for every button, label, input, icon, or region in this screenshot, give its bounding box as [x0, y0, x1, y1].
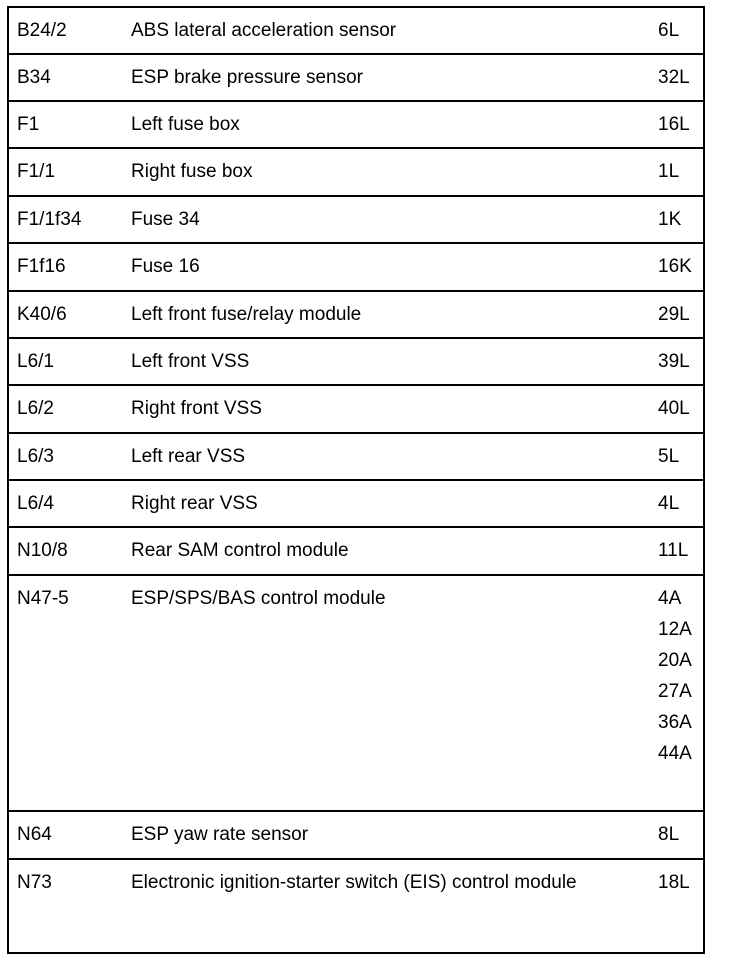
component-description-cell — [131, 7, 586, 54]
component-description: ESP brake pressure sensor — [131, 67, 363, 88]
component-description: Left rear VSS — [131, 446, 246, 467]
grid-location: 5L — [658, 446, 680, 467]
component-code-cell — [8, 575, 131, 811]
component-description: ESP yaw rate sensor — [131, 824, 309, 845]
component-description: Right front VSS — [131, 398, 262, 419]
component-code: L6/3 — [17, 446, 54, 467]
grid-location: 16L — [658, 114, 690, 135]
grid-location-list — [658, 197, 703, 235]
grid-location: 8L — [658, 824, 680, 845]
grid-location-cell — [586, 575, 704, 811]
component-description: ESP/SPS/BAS control module — [131, 588, 386, 609]
component-code-cell — [8, 291, 131, 338]
component-code: L6/2 — [17, 398, 54, 419]
table-row — [8, 859, 704, 953]
component-code: F1/1 — [17, 161, 56, 182]
component-code-cell — [8, 480, 131, 527]
table-row — [8, 7, 704, 54]
grid-location: 40L — [658, 398, 690, 419]
component-description-cell — [131, 196, 586, 243]
component-location-table — [7, 6, 705, 954]
grid-location-list — [658, 481, 703, 519]
component-code-cell — [8, 433, 131, 480]
grid-location: 39L — [658, 351, 690, 372]
grid-location-cell — [586, 148, 704, 196]
grid-location-list — [658, 434, 703, 472]
grid-location-list — [658, 8, 703, 46]
component-description: Right fuse box — [131, 161, 253, 182]
grid-location-list — [658, 576, 703, 769]
component-description-cell — [131, 148, 586, 196]
component-code-cell — [8, 385, 131, 433]
table-row — [8, 385, 704, 433]
grid-location-list — [658, 292, 703, 330]
grid-location: 1L — [658, 161, 680, 182]
component-code-cell — [8, 7, 131, 54]
grid-location-cell — [586, 480, 704, 527]
component-code: B24/2 — [17, 20, 67, 41]
component-code-cell — [8, 148, 131, 196]
component-code: L6/4 — [17, 493, 54, 514]
grid-location-cell — [586, 54, 704, 101]
component-code-cell — [8, 527, 131, 575]
component-description: Left front VSS — [131, 351, 250, 372]
table-row — [8, 243, 704, 291]
grid-location-list — [658, 102, 703, 140]
grid-location-list — [658, 386, 703, 424]
grid-location-cell — [586, 101, 704, 148]
grid-location-cell — [586, 385, 704, 433]
component-code: N47-5 — [17, 588, 69, 609]
component-code: F1/1f34 — [17, 209, 82, 230]
component-code: N73 — [17, 872, 52, 893]
component-code: L6/1 — [17, 351, 54, 372]
grid-location: 6L — [658, 20, 680, 41]
component-description-cell — [131, 101, 586, 148]
component-description-cell — [131, 385, 586, 433]
table-row — [8, 196, 704, 243]
component-description-cell — [131, 54, 586, 101]
grid-location: 1K — [658, 209, 682, 230]
component-code-cell — [8, 196, 131, 243]
component-code: N64 — [17, 824, 52, 845]
grid-location: 27A — [658, 681, 692, 702]
grid-location: 4L — [658, 493, 680, 514]
grid-location: 29L — [658, 304, 690, 325]
component-description: Fuse 34 — [131, 209, 200, 230]
grid-location: 4A — [658, 588, 682, 609]
component-description: Fuse 16 — [131, 256, 200, 277]
component-description-cell — [131, 859, 586, 953]
component-code-cell — [8, 243, 131, 291]
table-row — [8, 291, 704, 338]
grid-location-cell — [586, 7, 704, 54]
component-code-cell — [8, 101, 131, 148]
grid-location: 44A — [658, 743, 692, 764]
grid-location-cell — [586, 196, 704, 243]
grid-location-list — [658, 528, 703, 566]
component-description-cell — [131, 291, 586, 338]
grid-location-cell — [586, 859, 704, 953]
grid-location-cell — [586, 338, 704, 385]
grid-location-list — [658, 55, 703, 93]
grid-location: 32L — [658, 67, 690, 88]
grid-location-list — [658, 860, 703, 898]
component-code: F1 — [17, 114, 40, 135]
table-row — [8, 575, 704, 811]
component-description-cell — [131, 527, 586, 575]
component-code-cell — [8, 859, 131, 953]
component-code: N10/8 — [17, 540, 68, 561]
grid-location: 12A — [658, 619, 692, 640]
table-row — [8, 148, 704, 196]
component-description: Left front fuse/relay module — [131, 304, 362, 325]
grid-location-cell — [586, 527, 704, 575]
table-row — [8, 338, 704, 385]
grid-location-list — [658, 339, 703, 377]
grid-location: 20A — [658, 650, 692, 671]
table-row — [8, 433, 704, 480]
component-description-cell — [131, 338, 586, 385]
grid-location-cell — [586, 811, 704, 859]
table-row — [8, 480, 704, 527]
component-code: K40/6 — [17, 304, 67, 325]
component-description-cell — [131, 433, 586, 480]
grid-location-cell — [586, 243, 704, 291]
component-code-cell — [8, 54, 131, 101]
grid-location-list — [658, 244, 703, 282]
component-description-cell — [131, 811, 586, 859]
grid-location-list — [658, 812, 703, 850]
grid-location: 11L — [658, 540, 689, 561]
table-row — [8, 527, 704, 575]
grid-location: 16K — [658, 256, 692, 277]
component-description: Left fuse box — [131, 114, 240, 135]
table-body — [8, 7, 704, 953]
component-description: Right rear VSS — [131, 493, 258, 514]
component-code: F1f16 — [17, 256, 66, 277]
component-code: B34 — [17, 67, 51, 88]
grid-location: 18L — [658, 872, 690, 893]
component-description: ABS lateral acceleration sensor — [131, 20, 397, 41]
grid-location-cell — [586, 291, 704, 338]
grid-location-cell — [586, 433, 704, 480]
component-description: Rear SAM control module — [131, 540, 349, 561]
component-code-cell — [8, 811, 131, 859]
table-row — [8, 101, 704, 148]
component-description-cell — [131, 575, 586, 811]
component-description: Electronic ignition-starter switch (EIS) control module — [131, 872, 577, 893]
grid-location: 36A — [658, 712, 692, 733]
grid-location-list — [658, 149, 703, 187]
component-description-cell — [131, 243, 586, 291]
table-row — [8, 54, 704, 101]
table-row — [8, 811, 704, 859]
component-code-cell — [8, 338, 131, 385]
component-description-cell — [131, 480, 586, 527]
